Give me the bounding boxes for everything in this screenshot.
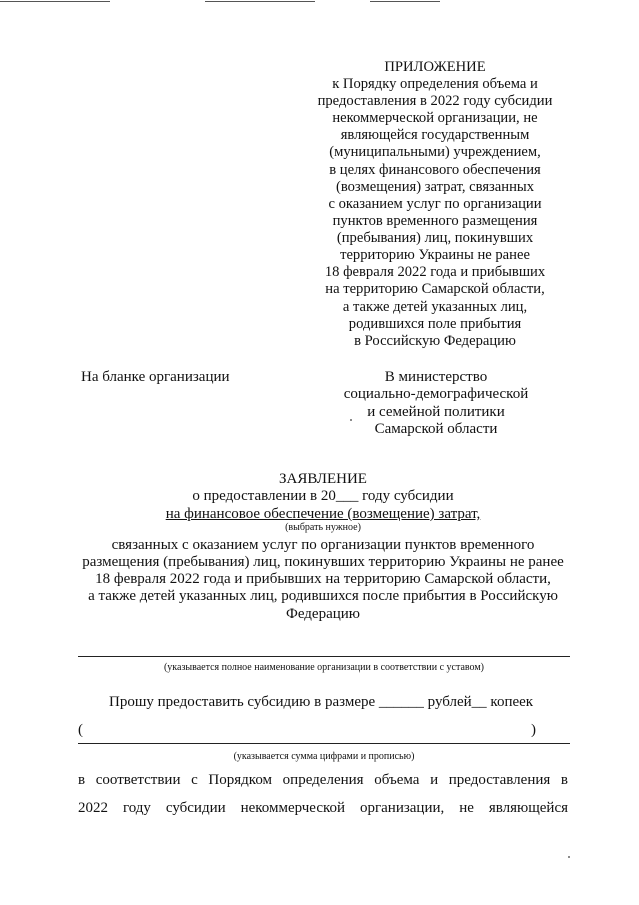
scan-speck (568, 856, 570, 858)
statement-body-line: связанных с оказанием услуг по организации пунктов временного (111, 537, 535, 553)
org-name-line[interactable] (78, 656, 570, 657)
statement-title: ЗАЯВЛЕНИЕ (279, 471, 367, 487)
statement-body-line: а также детей указанных лиц, родившихся после прибытия в Российскую (88, 588, 558, 604)
appendix-line: (муниципальными) учреждением, (329, 144, 541, 160)
amount-line[interactable] (78, 743, 570, 744)
scan-speck (350, 419, 352, 421)
appendix-title: ПРИЛОЖЕНИЕ (384, 59, 486, 75)
appendix-line: предоставления в 2022 году субсидии (317, 93, 553, 109)
appendix-line: родившихся поле прибытия (348, 316, 522, 332)
choose-hint: (выбрать нужное) (285, 522, 361, 533)
org-name-hint: (указывается полное наименование организации в соответствии с уставом) (163, 662, 485, 673)
appendix-line: в целях финансового обеспечения (329, 162, 541, 178)
appendix-line: к Порядку определения объема и (332, 76, 538, 92)
addressee-line: и семейной политики (367, 404, 505, 420)
close-paren: ) (531, 722, 536, 738)
paragraph-line: 2022 году субсидии некоммерческой организации, не являющейся (78, 800, 568, 816)
appendix-line: (пребывания) лиц, покинувших (336, 230, 534, 246)
appendix-line: (возмещения) затрат, связанных (335, 179, 535, 195)
appendix-line: 18 февраля 2022 года и прибывших (324, 264, 546, 280)
appendix-line: в Российскую Федерацию (354, 333, 516, 349)
addressee-line: социально-демографической (343, 386, 529, 402)
appendix-line: некоммерческой организации, не (332, 110, 538, 126)
scan-edge-line (370, 1, 440, 2)
statement-body-line: 18 февраля 2022 года и прибывших на территорию Самарской области, (95, 571, 551, 587)
request-text: Прошу предоставить субсидию в размере ______ рублей__ копеек (109, 694, 534, 710)
appendix-line: а также детей указанных лиц, (342, 299, 528, 315)
scan-edge-line (0, 1, 110, 2)
appendix-line: являющейся государственным (340, 127, 530, 143)
scan-edge-line (205, 1, 315, 2)
letterhead-label: На бланке организации (81, 369, 230, 385)
statement-line-underlined: на финансовое обеспечение (возмещение) затрат, (165, 506, 481, 522)
statement-body-line: размещения (пребывания) лиц, покинувших территорию Украины не ранее (82, 554, 564, 570)
appendix-line: с оказанием услуг по организации (328, 196, 542, 212)
paragraph-line: в соответствии с Порядком определения объема и предоставления в (78, 772, 568, 788)
statement-line: о предоставлении в 20___ году субсидии (192, 488, 454, 504)
appendix-line: территорию Украины не ранее (340, 247, 530, 263)
appendix-line: пунктов временного размещения (332, 213, 538, 229)
appendix-line: на территорию Самарской области, (325, 281, 545, 297)
amount-hint: (указывается сумма цифрами и прописью) (233, 751, 415, 762)
statement-body-line: Федерацию (285, 606, 361, 622)
open-paren: ( (78, 722, 83, 738)
addressee-line: Самарской области (374, 421, 498, 437)
addressee-line: В министерство (384, 369, 488, 385)
